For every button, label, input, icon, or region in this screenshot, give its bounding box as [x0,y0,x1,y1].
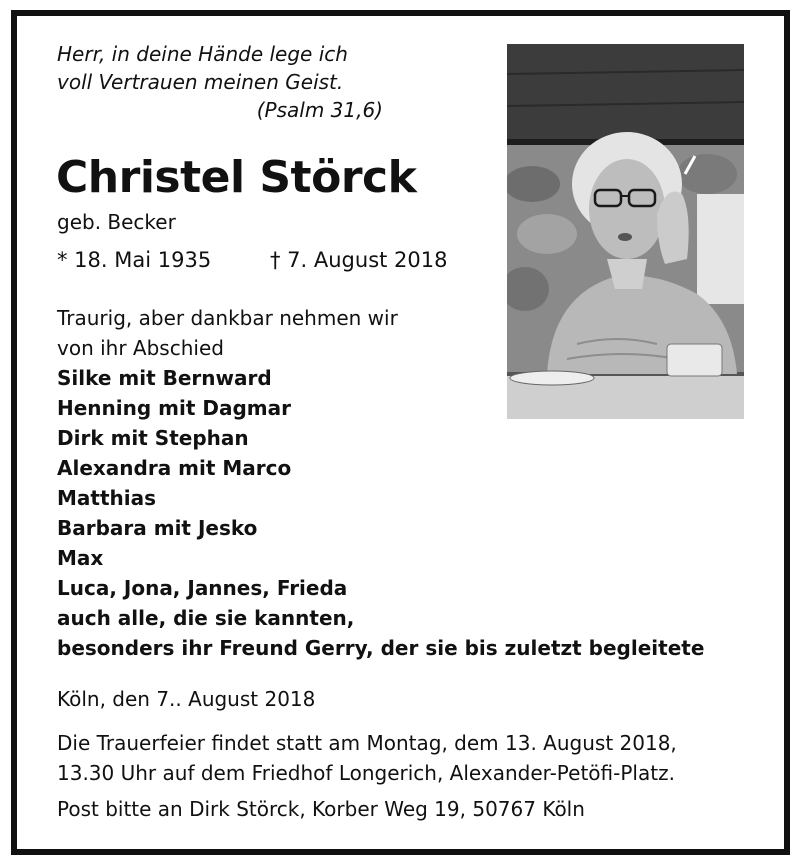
mourner: besonders ihr Freund Gerry, der sie bis zuletzt begleitete [57,636,705,660]
verse-reference: (Psalm 31,6) [256,98,383,122]
mourning-intro [57,303,398,363]
deceased-name: Christel Störck [56,152,417,203]
mourner: auch alle, die sie kannten, [57,606,355,630]
mourners-list [57,363,704,663]
place-and-date: Köln, den 7.. August 2018 [57,687,316,711]
mourner: Luca, Jona, Jannes, Frieda [57,576,348,600]
birth-date: * 18. Mai 1935 [57,248,212,272]
intro-line-1: Traurig, aber dankbar nehmen wir [57,306,398,330]
postal-address: Post bitte an Dirk Störck, Korber Weg 19, 50767 Köln [57,797,585,821]
funeral-service-info [57,728,677,788]
mourner: Silke mit Bernward [57,366,272,390]
mourner: Max [57,546,104,570]
intro-line-2: von ihr Abschied [57,336,224,360]
service-line-1: Die Trauerfeier findet statt am Montag, dem 13. August 2018, [57,731,677,755]
mourner: Alexandra mit Marco [57,456,292,480]
death-date: † 7. August 2018 [270,248,448,272]
mourner: Dirk mit Stephan [57,426,249,450]
mourner: Barbara mit Jesko [57,516,258,540]
verse-line-2: voll Vertrauen meinen Geist. [57,70,344,94]
maiden-name: geb. Becker [57,210,176,234]
mourner: Henning mit Dagmar [57,396,291,420]
bible-verse [57,40,387,124]
service-line-2: 13.30 Uhr auf dem Friedhof Longerich, Alexander-Petöfi-Platz. [57,761,675,785]
verse-line-1: Herr, in deine Hände lege ich [57,42,348,66]
mourner: Matthias [57,486,157,510]
